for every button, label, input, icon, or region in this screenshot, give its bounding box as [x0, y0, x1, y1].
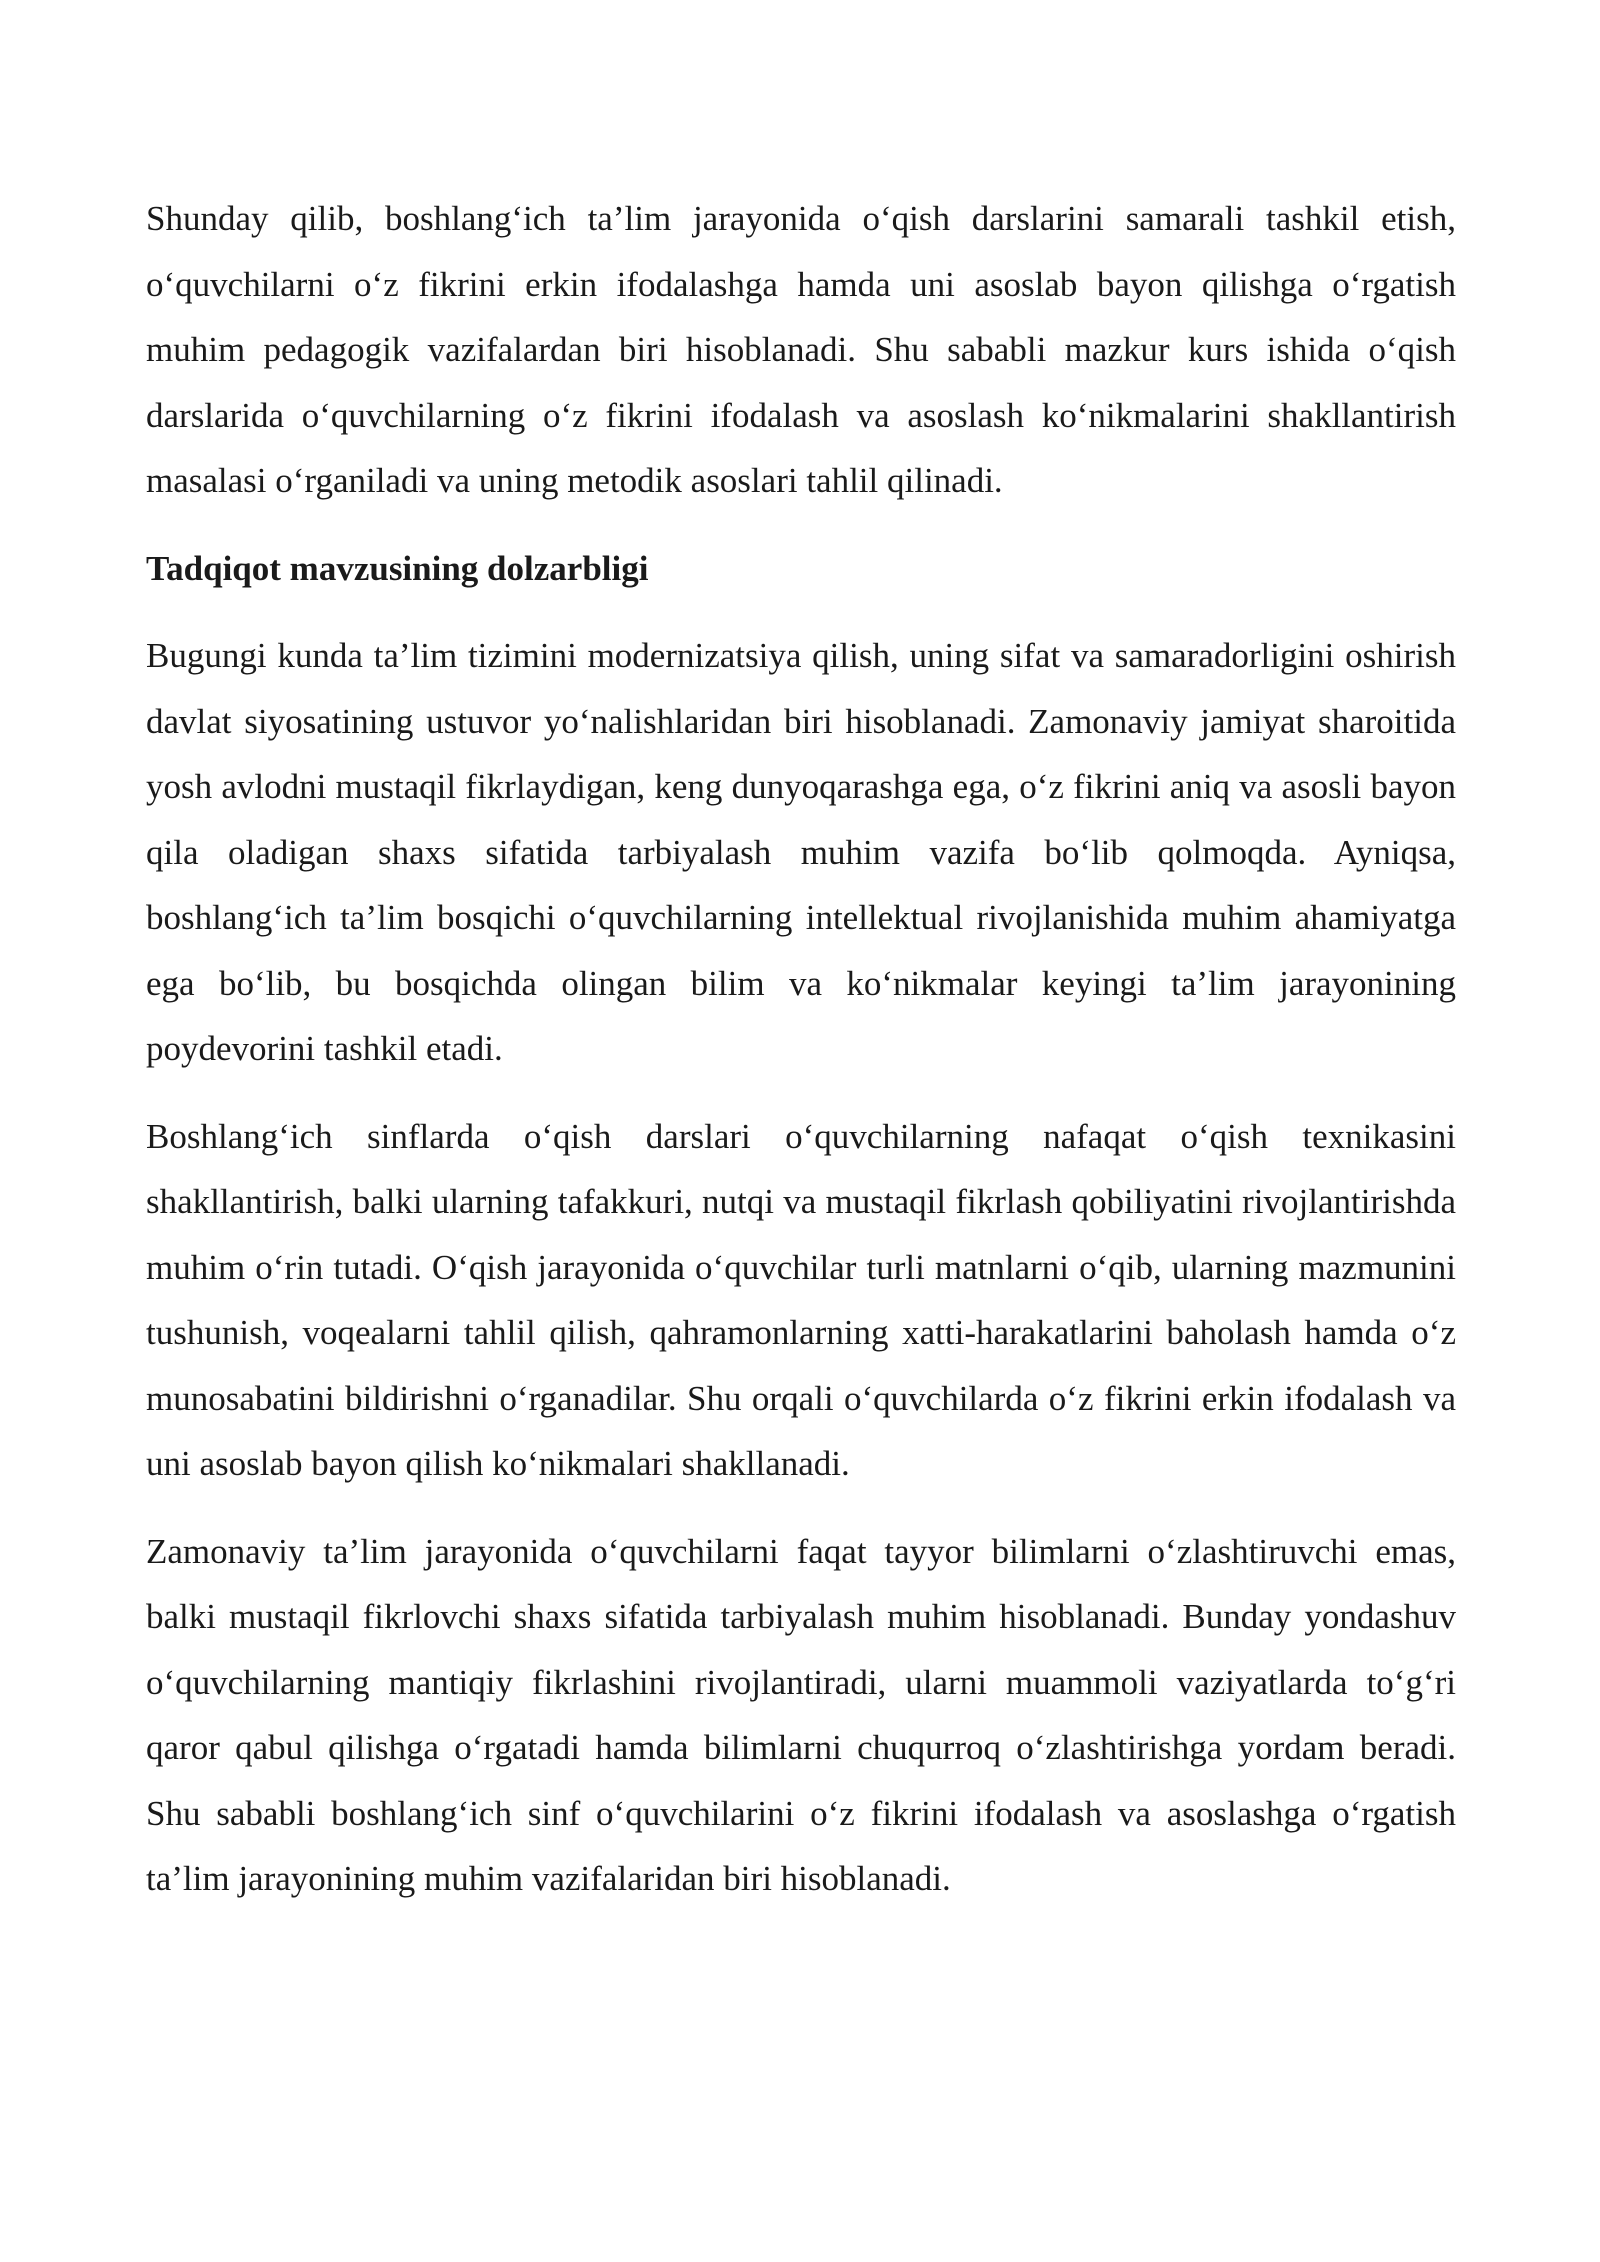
- document-page: [146, 186, 1456, 1934]
- body-paragraph-2: Boshlang‘ich sinflarda o‘qish darslari o‘quvchilarning nafaqat o‘qish texnikasini shakllantirish, balki ularning tafakkuri, nutqi va mustaqil fikrlash qobiliyatini rivojlantirishda muhim o‘rin tutadi. O‘qish jarayonida o‘quvchilar turli matnlarni o‘qib, ularning mazmunini tushunish, voqealarni tahlil qilish, qahramonlarning xatti-harakatlarini baholash hamda o‘z munosabatini bildirishni o‘rganadilar. Shu orqali o‘quvchilarda o‘z fikrini erkin ifodalash va uni asoslab bayon qilish ko‘nikmalari shakllanadi.: [146, 1116, 1456, 1483]
- body-paragraph-1: Bugungi kunda ta’lim tizimini modernizatsiya qilish, uning sifat va samaradorligini oshirish davlat siyosatining ustuvor yo‘nalishlaridan biri hisoblanadi. Zamonaviy jamiyat sharoitida yosh avlodni mustaqil fikrlaydigan, keng dunyoqarashga ega, o‘z fikrini aniq va asosli bayon qila oladigan shaxs sifatida tarbiyalash muhim vazifa bo‘lib qolmoqda. Ayniqsa, boshlang‘ich ta’lim bosqichi o‘quvchilarning intellektual rivojlanishida muhim ahamiyatga ega bo‘lib, bu bosqichda olingan bilim va ko‘nikmalar keyingi ta’lim jarayonining poydevorini tashkil etadi.: [146, 636, 1456, 1068]
- section-heading: Tadqiqot mavzusining dolzarbligi: [146, 548, 649, 588]
- intro-paragraph: Shunday qilib, boshlang‘ich ta’lim jarayonida o‘qish darslarini samarali tashkil etish, o‘quvchilarni o‘z fikrini erkin ifodalashga hamda uni asoslab bayon qilishga o‘rgatish muhim pedagogik vazifalardan biri hisoblanadi. Shu sababli mazkur kurs ishida o‘qish darslarida o‘quvchilarning o‘z fikrini ifodalash va asoslash ko‘nikmalarini shakllantirish masalasi o‘rganiladi va uning metodik asoslari tahlil qilinadi.: [146, 199, 1456, 500]
- body-paragraph-3: Zamonaviy ta’lim jarayonida o‘quvchilarni faqat tayyor bilimlarni o‘zlashtiruvchi emas, balki mustaqil fikrlovchi shaxs sifatida tarbiyalash muhim hisoblanadi. Bunday yondashuv o‘quvchilarning mantiqiy fikrlashini rivojlantiradi, ularni muammoli vaziyatlarda to‘g‘ri qaror qabul qilishga o‘rgatadi hamda bilimlarni chuqurroq o‘zlashtirishga yordam beradi. Shu sababli boshlang‘ich sinf o‘quvchilarini o‘z fikrini ifodalash va asoslashga o‘rgatish ta’lim jarayonining muhim vazifalaridan biri hisoblanadi.: [146, 1531, 1456, 1898]
